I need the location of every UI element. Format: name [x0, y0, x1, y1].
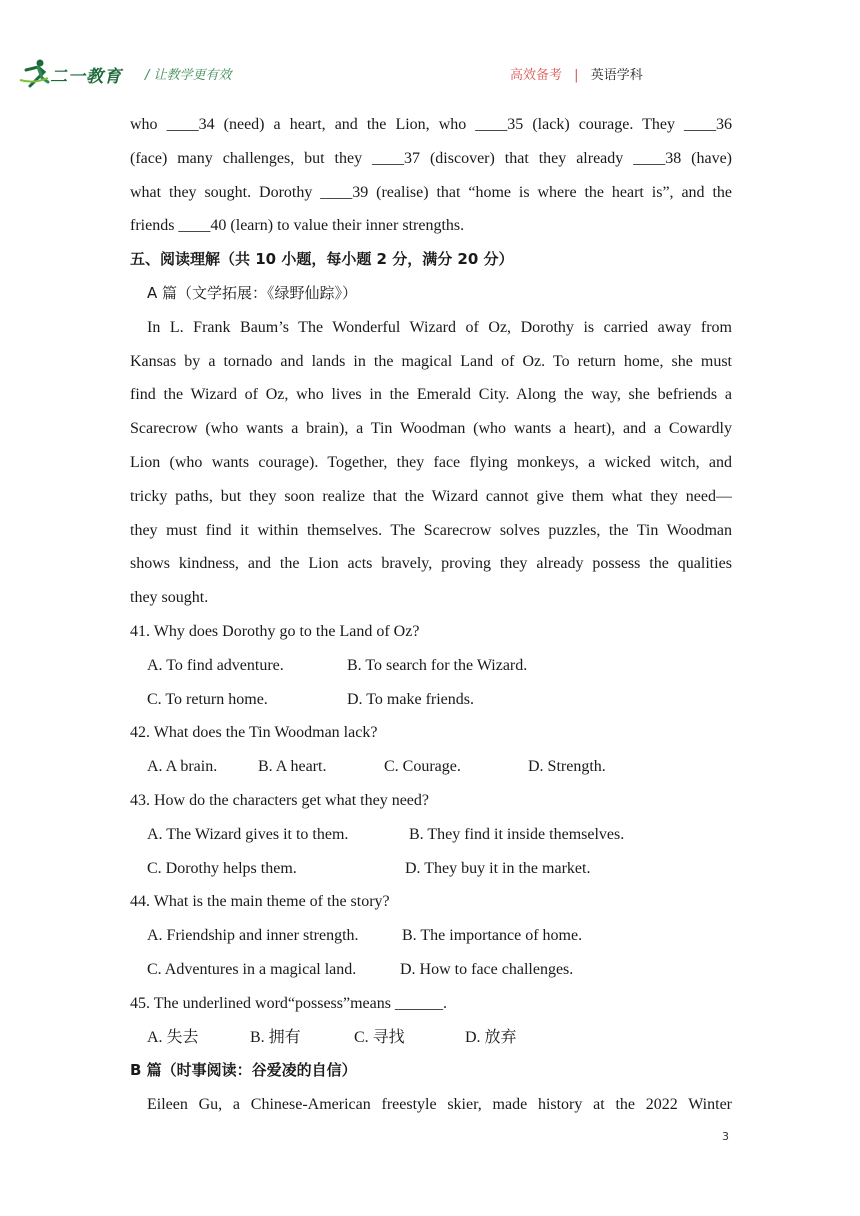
header-separator: | — [574, 68, 579, 83]
option-a: A. To find adventure. — [147, 656, 284, 674]
passage-line: In L. Frank Baum’s The Wonderful Wizard of Oz, Dorothy is carried away from — [147, 318, 732, 336]
passage-line: Scarecrow (who wants a brain), a Tin Woodman (who wants a heart), and a Cowardly — [130, 420, 732, 438]
question-45-options — [130, 1021, 732, 1055]
text-line: who ____34 (need) a heart, and the Lion, who ____35 (lack) courage. They ____36 — [130, 116, 732, 133]
header-subject: 英语学科 — [590, 68, 643, 83]
option-b: B. A heart. — [258, 758, 327, 776]
passage-line: shows kindness, and the Lion acts bravely, proving they already possess the qualities — [130, 555, 732, 573]
option-a: A. Friendship and inner strength. — [147, 927, 359, 945]
document-body — [130, 108, 732, 1122]
question-43-options-row1 — [130, 818, 732, 852]
passage-line: Lion (who wants courage). Together, they face flying monkeys, a wicked witch, and — [130, 453, 732, 471]
option-d: D. 放弃 — [465, 1028, 517, 1046]
option-a: A. A brain. — [147, 758, 218, 776]
option-c: C. To return home. — [147, 690, 268, 708]
option-d: D. They buy it in the market. — [405, 859, 591, 877]
option-b: B. To search for the Wizard. — [347, 656, 528, 674]
header-label: 高效备考 — [510, 68, 563, 83]
page-header — [0, 0, 860, 100]
option-c: C. Adventures in a magical land. — [147, 960, 357, 978]
passage-line: tricky paths, but they soon realize that the Wizard cannot give them what they need— — [130, 487, 732, 505]
section-title: 五、阅读理解（共 10 小题，每小题 2 分，满分 20 分） — [130, 250, 514, 269]
passage-line: Eileen Gu, a Chinese-American freestyle skier, made history at the 2022 Winter — [147, 1096, 732, 1114]
question-44-stem: 44. What is the main theme of the story? — [130, 893, 390, 911]
passage-line: find the Wizard of Oz, who lives in the Emerald City. Along the way, she befriends a — [130, 386, 732, 404]
logo-text: 二一教育 — [50, 67, 122, 87]
option-a: A. The Wizard gives it to them. — [147, 825, 349, 843]
passage-line: Kansas by a tornado and lands in the magical Land of Oz. To return home, she must — [130, 352, 732, 370]
question-41-options-row1 — [130, 649, 732, 683]
question-43-options-row2 — [130, 852, 732, 886]
option-b: B. They find it inside themselves. — [409, 825, 625, 843]
part-a-title: A 篇（文学拓展：《绿野仙踪》） — [147, 283, 358, 302]
option-b: B. The importance of home. — [402, 927, 583, 945]
question-44-options-row1 — [130, 919, 732, 953]
option-d: D. Strength. — [528, 758, 606, 776]
question-42-options — [130, 750, 732, 784]
passage-line: they sought. — [130, 589, 209, 607]
text-line: friends ____40 (learn) to value their inner strengths. — [130, 217, 465, 235]
question-44-options-row2 — [130, 953, 732, 987]
option-b: B. 拥有 — [250, 1028, 301, 1046]
question-43-stem: 43. How do the characters get what they need? — [130, 791, 429, 809]
page-number: 3 — [722, 1130, 729, 1143]
text-line: what they sought. Dorothy ____39 (realise) that “home is where the heart is”, and the — [130, 183, 732, 201]
option-c: C. Dorothy helps them. — [147, 859, 297, 877]
text-line: (face) many challenges, but they ____37 (discover) that they already ____38 (have) — [130, 149, 732, 167]
part-b-title: B 篇（时事阅读：谷爱凌的自信） — [130, 1061, 357, 1080]
header-right — [510, 64, 643, 83]
question-42-stem: 42. What does the Tin Woodman lack? — [130, 724, 378, 742]
option-c: C. 寻找 — [354, 1028, 405, 1046]
header-slogan: / 让教学更有效 — [145, 68, 232, 83]
option-d: D. To make friends. — [347, 690, 474, 708]
question-41-stem: 41. Why does Dorothy go to the Land of Oz? — [130, 622, 420, 640]
passage-line: they must find it within themselves. The Scarecrow solves puzzles, the Tin Woodman — [130, 521, 732, 539]
option-d: D. How to face challenges. — [400, 960, 574, 978]
question-41-options-row2 — [130, 683, 732, 717]
option-c: C. Courage. — [384, 758, 461, 776]
question-45-stem: 45. The underlined word“possess”means ______. — [130, 994, 447, 1012]
option-a: A. 失去 — [147, 1028, 199, 1046]
